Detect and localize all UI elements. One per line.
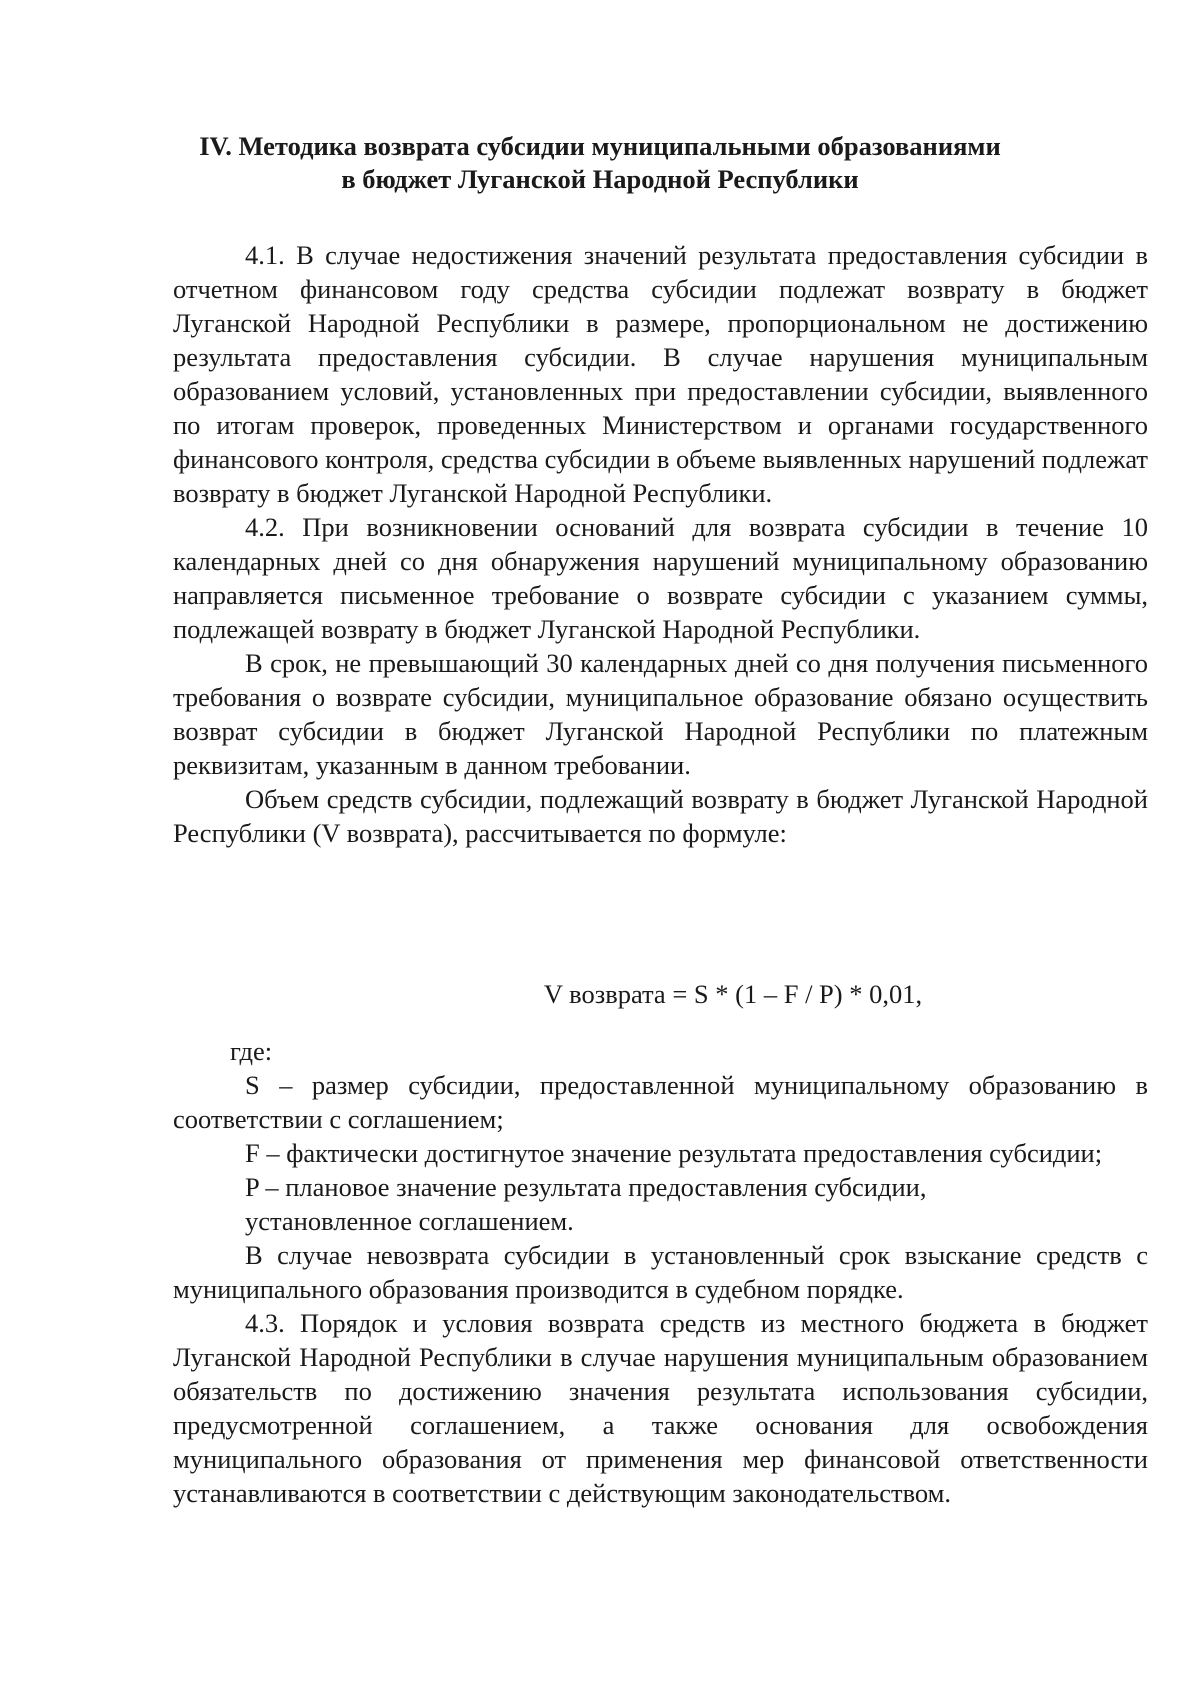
heading-line-1: IV. Методика возврата субсидии муниципальными образованиями <box>199 131 1001 161</box>
definition-f: F – фактически достигнутое значение результата предоставления субсидии; <box>245 1138 1103 1168</box>
definition-p: P – плановое значение результата предоставления субсидии, <box>245 1172 927 1202</box>
paragraph-court: В случае невозврата субсидии в установленный срок взыскание средств с муниципального образования производится в судебном порядке. <box>173 1240 1148 1304</box>
paragraph-volume: Объем средств субсидии, подлежащий возврату в бюджет Луганской Народной Республики (V возврата), рассчитывается по формуле: <box>173 784 1148 848</box>
paragraph-4-2: 4.2. При возникновении оснований для возврата субсидии в течение 10 календарных дней со дня обнаружения нарушений муниципальному образованию направляется письменное требование о возврате субсидии с указанием суммы, подлежащей возврату в бюджет Луганской Народной Республики. <box>173 512 1148 644</box>
paragraph-4-3: 4.3. Порядок и условия возврата средств из местного бюджета в бюджет Луганской Народной Республики в случае нарушения муниципальным образованием обязательств по достижению значения результата использования субсидии, предусмотренной соглашением, а также основания для освобождения муниципального образования от применения мер финансовой ответственности устанавливаются в соответствии с действующим законодательством. <box>173 1308 1148 1508</box>
body-text-block-2 <box>173 1034 1148 1510</box>
where-label: где: <box>230 1036 273 1066</box>
body-text-block-1 <box>173 238 1148 850</box>
return-formula: V возврата = S * (1 – F / P) * 0,01, <box>543 979 923 1009</box>
heading-line-2: в бюджет Луганской Народной Республики <box>341 164 859 194</box>
paragraph-4-1: 4.1. В случае недостижения значений результата предоставления субсидии в отчетном финансовом году средства субсидии подлежат возврату в бюджет Луганской Народной Республики в размере, пропорциональном не достижению результата предоставления субсидии. В случае нарушения муниципальным образованием условий, установленных при предоставлении субсидии, выявленного по итогам проверок, проведенных Министерством и органами государственного финансового контроля, средства субсидии в объеме выявленных нарушений подлежат возврату в бюджет Луганской Народной Республики. <box>173 240 1148 508</box>
definition-s: S – размер субсидии, предоставленной муниципальному образованию в соответствии с соглашением; <box>173 1070 1148 1134</box>
section-heading <box>0 130 1200 196</box>
paragraph-term: В срок, не превышающий 30 календарных дней со дня получения письменного требования о возврате субсидии, муниципальное образование обязано осуществить возврат субсидии в бюджет Луганской Народной Республики по платежным реквизитам, указанным в данном требовании. <box>173 648 1148 780</box>
definition-p-continuation: установленное соглашением. <box>245 1206 574 1236</box>
formula-block <box>173 977 1148 1011</box>
